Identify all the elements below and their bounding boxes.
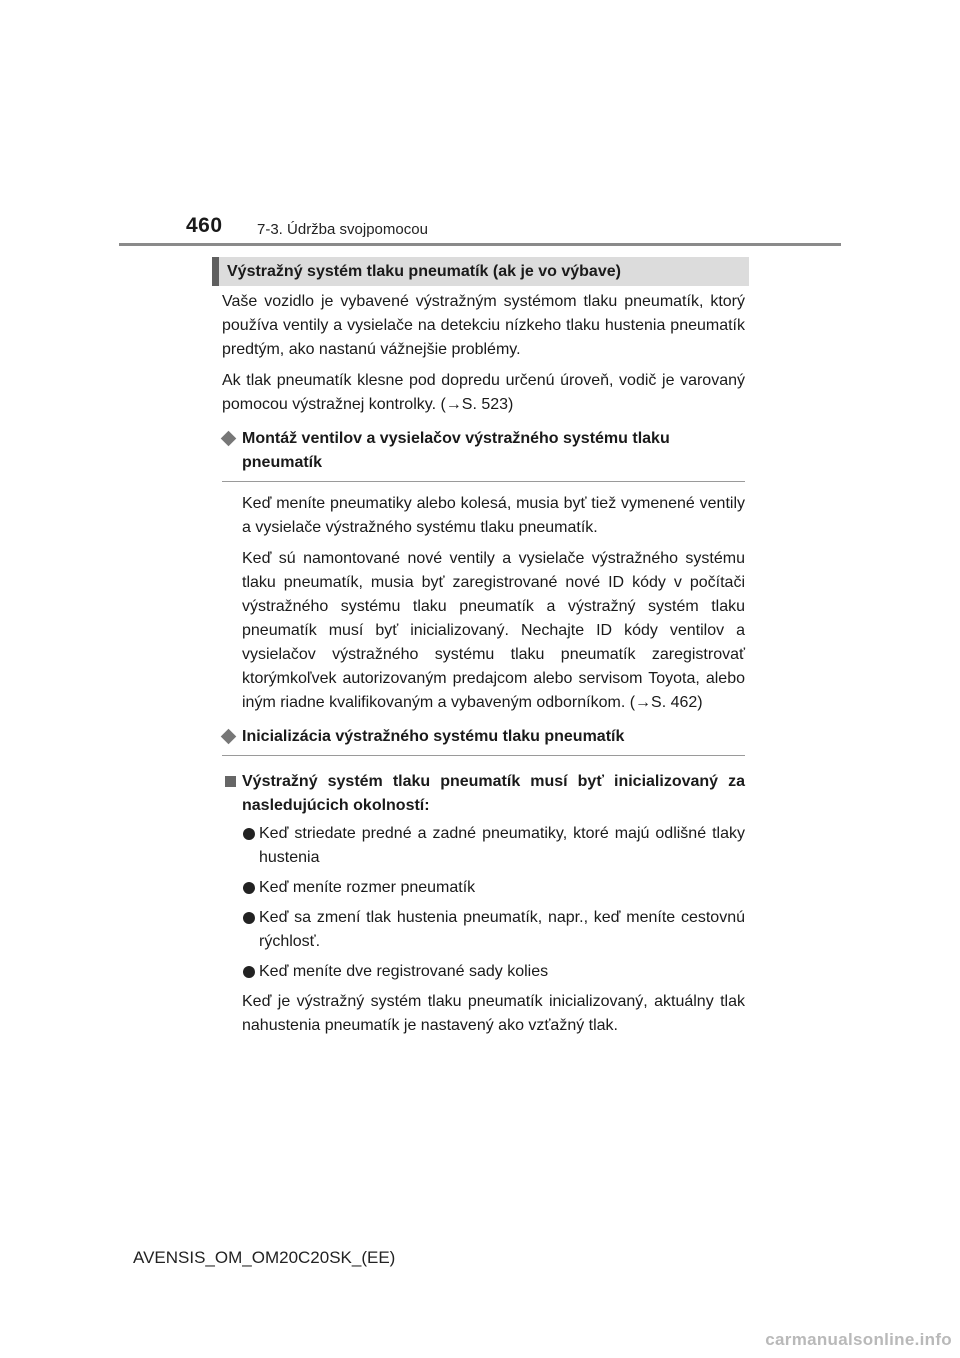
section-bar-accent [212,257,219,286]
list-item-text: Keď meníte rozmer pneumatík [259,879,476,896]
square-bullet-icon [225,776,236,787]
round-bullet-icon [243,912,255,924]
page-number: 460 [186,214,223,237]
round-bullet-icon [243,828,255,840]
page-content [222,290,745,1045]
conditions-heading-text: Výstražný systém tlaku pneumatík musí byť inicializovaný za nasledujúcich okolností: [242,773,745,814]
list-item [222,906,745,954]
montaz-paragraph-1: Keď meníte pneumatiky alebo kolesá, musia byť tiež vymenené ventily a vysielače výstražného systému tlaku pneumatík. [242,495,745,536]
closing-paragraph: Keď je výstražný systém tlaku pneumatík inicializovaný, aktuálny tlak nahustenia pneumatík je nastavený ako vzťažný tlak. [242,993,745,1034]
round-bullet-icon [243,882,255,894]
inicializacia-heading [222,725,745,749]
list-item-text: Keď sa zmení tlak hustenia pneumatík, napr., keď meníte cestovnú rýchlosť. [259,909,745,950]
conditions-heading [222,770,745,818]
section-title-bar [212,257,749,286]
list-item-text: Keď meníte dve registrované sady kolies [259,963,549,980]
intro-paragraph-2: Ak tlak pneumatík klesne pod dopredu určenú úroveň, vodič je varovaný pomocou výstražnej kontrolky. (→S. 523) [222,372,745,413]
manual-code: AVENSIS_OM_OM20C20SK_(EE) [133,1248,396,1267]
list-item-text: Keď striedate predné a zadné pneumatiky, ktoré majú odlišné tlaky hustenia [259,825,745,866]
diamond-bullet-icon [221,431,237,447]
list-item [222,822,745,870]
montaz-divider [222,481,745,482]
header-divider [119,243,841,246]
watermark: carmanualsonline.info [765,1330,952,1349]
list-item [222,960,745,984]
inicializacia-divider [222,755,745,756]
diamond-bullet-icon [221,729,237,745]
montaz-heading-text: Montáž ventilov a vysielačov výstražného systému tlaku pneumatík [242,430,670,471]
inicializacia-heading-text: Inicializácia výstražného systému tlaku pneumatík [242,728,625,745]
montaz-heading [222,427,745,475]
list-item [222,876,745,900]
montaz-paragraph-2: Keď sú namontované nové ventily a vysielače výstražného systému tlaku pneumatík, musia byť zaregistrované nové ID kódy v počítači výstražného systému tlaku pneumatík a výstražný systém tlaku pneumatík musí byť inicializovaný. Nechajte ID kódy ventilov a vysielačov výstražného systému tlaku pneumatík zaregistrovať ktorýmkoľvek autorizovaným predajcom alebo servisom Toyota, alebo iným riadne kvalifikovaným a vybaveným odborníkom. (→S. 462) [242,550,745,711]
intro-paragraph-1: Vaše vozidlo je vybavené výstražným systémom tlaku pneumatík, ktorý používa ventily a vysielače na detekciu nízkeho tlaku hustenia pneumatík predtým, ako nastanú vážnejšie problémy. [222,293,745,358]
round-bullet-icon [243,966,255,978]
section-title: Výstražný systém tlaku pneumatík (ak je vo výbave) [227,262,621,280]
chapter-title: 7-3. Údržba svojpomocou [257,221,428,238]
